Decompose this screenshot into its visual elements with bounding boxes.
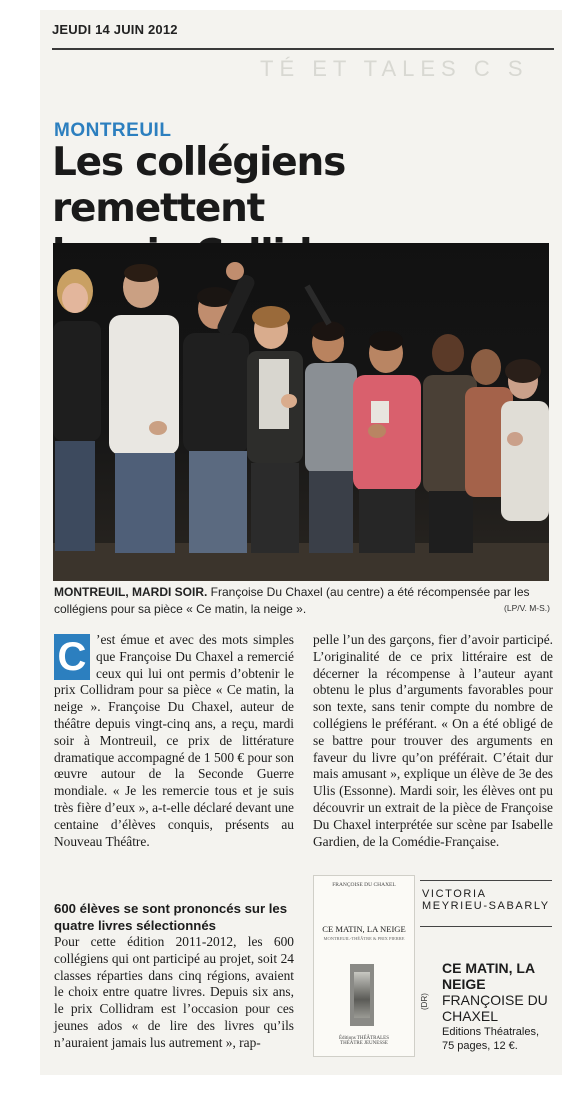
article-photo: [53, 243, 549, 581]
author-signature: VICTORIA MEYRIEU-SABARLY: [422, 888, 550, 912]
caption-text: Françoise Du Chaxel (au centre) a été récompensée par les collégiens pour sa pièce « Ce matin, la neige ».: [54, 585, 530, 616]
header-rule: [52, 48, 554, 50]
article-column-right: pelle l’un des garçons, fier d’avoir participé. L’originalité de ce prix littéraire est de décerner la récompense à l’auteur ayant obtenu le plus d’arguments favorables pour son texte, sans tenir compte du nombre de collégiens le préférant. « On a été obligé de se battre pour trouver des arguments en faveur du livre qu’on préférait. C’était dur mais amusant », explique un élève de 3e des Ulis (Essonne). Mardi soir, les élèves ont pu découvrir un extrait de la pièce de Françoise Du Chaxel interprétée sur scène par Isabelle Gardien, de la Comédie-Française.: [313, 632, 553, 849]
book-cover-author: FRANÇOISE DU CHAXEL: [332, 882, 396, 888]
photo-caption: [54, 584, 548, 618]
issue-date: JEUDI 14 JUIN 2012: [52, 22, 178, 37]
image-credit: (DR): [420, 993, 429, 1010]
signature-rule-bottom: [420, 926, 552, 927]
book-cover-footer: [314, 1036, 414, 1046]
article-column-left: [54, 632, 294, 862]
book-title: CE MATIN, LA NEIGE: [442, 960, 535, 992]
paragraph-1-text: ’est émue et avec des mots simples que Françoise Du Chaxel a remercié ceux qui lui ont permis d’obtenir le prix Collidram pour sa pièce « Ce matin, la neige ». Françoise Du Chaxel, auteur de théâtre depuis vingt-cinq ans, a reçu, mardi soir à Montreuil, ce prix de littérature dramatique accompagné de 1 500 € pour son œuvre autour de la Seconde Guerre mondiale. « Je les remercie tous et je suis très fière d’eux », a-t-elle déclaré devant une centaine d’élèves conquis, présents au Nouveau Théâtre.: [54, 632, 294, 849]
book-cover-subtitle: MONTREUIL-THÉÂTRE & PRIX PIERRE: [323, 936, 405, 941]
students-on-stage-photo: [53, 243, 549, 581]
book-cover-publisher: Éditions THÉÂTRALES: [338, 1036, 390, 1041]
book-cover-title: CE MATIN, LA NEIGE: [322, 924, 406, 934]
book-cover-collection: THÉÂTRE JEUNESSE: [340, 1041, 388, 1046]
book-cover-image: [350, 964, 374, 1026]
drop-cap: C: [54, 634, 90, 680]
headline-line-1: Les collégiens remettent: [52, 140, 346, 231]
section-kicker: MONTREUIL: [54, 120, 172, 141]
photo-credit: (LP/V. M-S.): [504, 603, 550, 613]
bleed-through-text: TÉ ET TALES C S: [260, 56, 529, 81]
paragraph-2: Pour cette édition 2011-2012, les 600 collégiens qui ont participé au projet, soit 24 classes réparties dans cinq régions, avaient le choix entre quatre livres. Depuis six ans, le prix Collidram est l’occasion pour ces jeunes ados « de lire des livres qu’ils n’auraient jamais lus autrement », rap-: [54, 934, 294, 1050]
caption-lead: MONTREUIL, MARDI SOIR.: [54, 585, 208, 599]
book-author: FRANÇOISE DU CHAXEL: [442, 992, 548, 1024]
book-cover: [313, 875, 415, 1057]
signature-rule-top: [420, 880, 552, 881]
book-info: [442, 960, 554, 1053]
paragraph-1: [54, 632, 294, 862]
subheading: 600 élèves se sont prononcés sur les quatre livres sélectionnés: [54, 901, 288, 933]
book-details: Editions Théatrales, 75 pages, 12 €.: [442, 1026, 540, 1052]
